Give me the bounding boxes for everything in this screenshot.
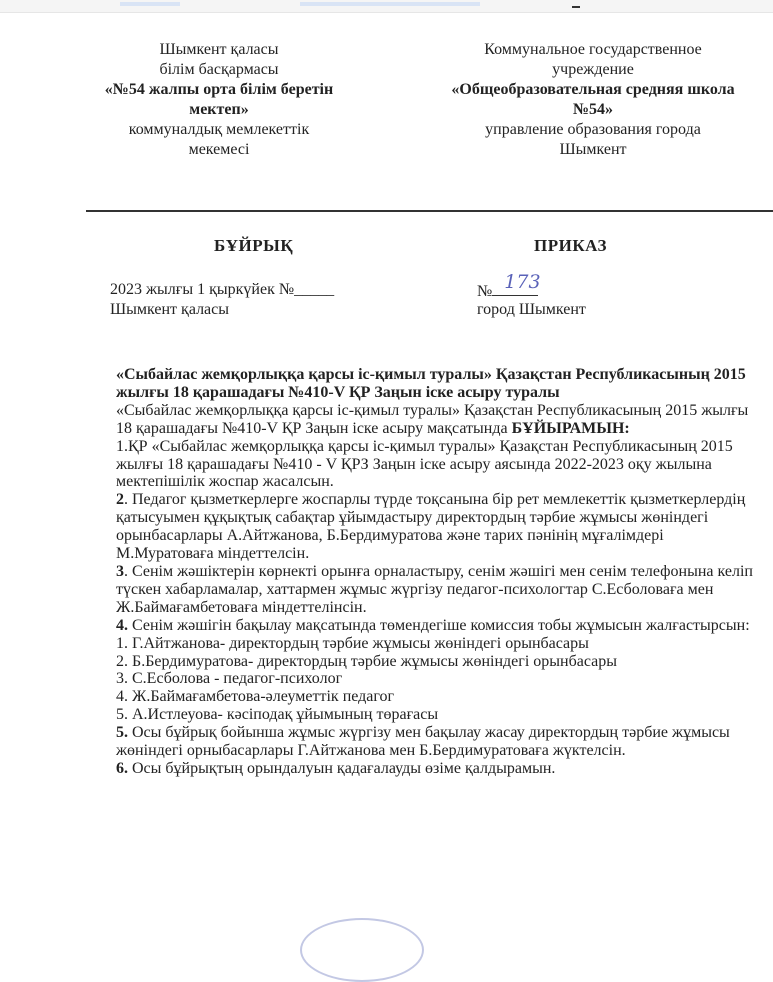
date-line-kz: 2023 жылғы 1 қыркүйек №_____	[110, 281, 335, 298]
strip-highlight	[120, 2, 180, 6]
title-ru: ПРИКАЗ	[534, 236, 607, 255]
list-item: 2. Б.Бердимуратова- директордың тәрбие жұмысы жөніндегі орынбасары	[116, 652, 617, 670]
header-line: Шымкент	[559, 141, 627, 158]
order-body	[116, 366, 756, 778]
school-name-kz-cont: мектеп»	[189, 101, 249, 118]
number-blank	[492, 271, 541, 296]
paragraph-text: . Сенім жәшіктерін көрнекті орынға орналастыру, сенім жәшігі мен сенім телефонына келіп түскен хабарламалар, хаттармен жұмыс жүргізу педагог-психологтар С.Есболоваға мен Ж.Баймағамбетоваға міндеттелінсін.	[116, 562, 753, 616]
city-ru: город Шымкент	[477, 301, 586, 318]
list-item: 4. Ж.Баймағамбетова-әлеуметтік педагог	[116, 688, 395, 706]
school-name-ru-cont: №54»	[572, 101, 614, 118]
title-kz: БҰЙРЫҚ	[214, 236, 294, 255]
header-line: управление образования города	[485, 121, 701, 138]
text-cursor	[572, 6, 580, 8]
header-line: мекемесі	[188, 141, 250, 158]
paragraph-6	[116, 760, 756, 778]
paragraph-text: . Педагог қызметкерлерге жоспарлы түрде тоқсанына бір рет мемлекеттік қызметкерлердің қатысуымен құқықтық сабақтар ұйымдастыру директордың тәрбие жұмысы жөніндегі орынбасарлары А.Айтжанова, Б.Бердимуратова және тарих пәнінің мұғалімдері М.Муратоваға міндеттелсін.	[116, 491, 746, 563]
order-word: БҰЙЫРАМЫН:	[511, 419, 630, 437]
header-line: учреждение	[552, 61, 634, 78]
order-number-ru	[477, 271, 541, 302]
paragraph-text: Сенім жәшігін бақылау мақсатында төмендегіше комиссия тобы жұмысын жалғастырсын:	[128, 616, 750, 634]
header-line: білім басқармасы	[159, 61, 279, 78]
paragraph-2	[116, 491, 756, 563]
strip-highlight	[300, 2, 480, 6]
paragraph-4	[116, 617, 756, 635]
school-name-ru: «Общеобразовательная средняя школа	[451, 81, 735, 98]
header-left-kz	[94, 40, 344, 160]
paragraph-number: 4.	[116, 616, 128, 634]
city-kz: Шымкент қаласы	[110, 301, 229, 318]
header-divider	[86, 210, 773, 212]
paragraph-number: 5.	[116, 724, 128, 742]
list-item: 1. Г.Айтжанова- директордың тәрбие жұмысы жөніндегі орынбасары	[116, 634, 589, 652]
header-right-ru	[420, 40, 766, 160]
paragraph-number: 3	[116, 562, 124, 580]
paragraph-text: Осы бұйрық бойынша жұмыс жүргізу мен бақылау жасау директордың тәрбие жұмысы жөніндегі орныбасарлары Г.Айтжанова мен Б.Бердимуратоваға жүктелсін.	[116, 724, 730, 760]
viewer-top-strip	[0, 0, 773, 13]
paragraph-3	[116, 563, 756, 617]
paragraph-1: 1.ҚР «Сыбайлас жемқорлыққа қарсы іс-қимыл туралы» Қазақстан Республикасының 2015 жылғы 18 қарашадағы №410 - V ҚРЗ Заңын іске асыру аясында 2022-2023 оқу жылына мектепішілік жоспар жасалсын.	[116, 437, 733, 491]
header-line: Шымкент қаласы	[159, 41, 279, 58]
school-name-kz: «№54 жалпы орта білім беретін	[104, 81, 334, 98]
handwritten-number: 173	[504, 271, 541, 293]
paragraph-number: 6.	[116, 759, 128, 777]
paragraph-text: Осы бұйрықтың орындалуын қадағалауды өзіме қалдырамын.	[128, 759, 556, 777]
order-heading: «Сыбайлас жемқорлыққа қарсы іс-қимыл туралы» Қазақстан Республикасының 2015 жылғы 18 қарашадағы №410-V ҚР Заңын іске асыру туралы	[116, 366, 746, 401]
number-sign: №	[477, 283, 493, 300]
official-stamp	[300, 918, 424, 982]
paragraph-number: 2	[116, 491, 124, 509]
header-line: Коммунальное государственное	[484, 41, 702, 58]
paragraph-5	[116, 724, 756, 760]
list-item: 3. С.Есболова - педагог-психолог	[116, 670, 343, 688]
header-line: коммуналдық мемлекеттік	[128, 121, 310, 138]
list-item: 5. А.Истлеуова- кәсіподақ ұйымының төрағасы	[116, 706, 439, 724]
intro-paragraph	[116, 402, 756, 438]
intro-text: «Сыбайлас жемқорлыққа қарсы іс-қимыл туралы» Қазақстан Республикасының 2015 жылғы 18 қарашадағы №410-V ҚР Заңын іске асыру мақсатында	[116, 401, 749, 437]
